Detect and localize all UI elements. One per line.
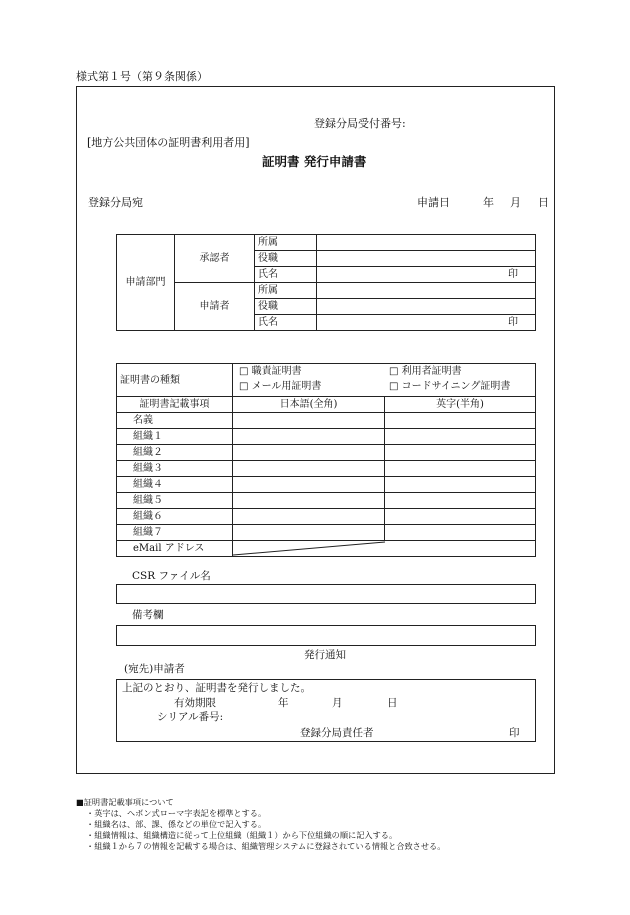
- page-title: 証明書 発行申請書: [262, 154, 367, 169]
- table-row: [117, 493, 536, 509]
- approver-seal: 印: [508, 269, 518, 280]
- reception-number-label: 登録分局受付番号:: [314, 117, 406, 130]
- csr-field[interactable]: [116, 584, 536, 604]
- header-japanese: 日本語(全角): [233, 397, 385, 413]
- option-mail-certificate[interactable]: □ メール用証明書: [239, 381, 322, 392]
- applicant-label: 申請者: [175, 283, 255, 331]
- row-label: 組織１: [117, 429, 233, 445]
- footnote-item: ・組織情報は、組織構造に従って上位組織（組織１）から下位組織の順に記入する。: [86, 830, 398, 840]
- footnote-item: ・英字は、ヘボン式ローマ字表記を標準とする。: [86, 808, 267, 818]
- row-label: 組織５: [117, 493, 233, 509]
- table-row: [117, 541, 536, 557]
- applicant-affiliation-label: 所属: [255, 283, 317, 299]
- validity-month: 月: [332, 697, 343, 709]
- applicant-position-field[interactable]: [317, 299, 536, 315]
- header-item: 証明書記載事項: [117, 397, 233, 413]
- row-label: 組織６: [117, 509, 233, 525]
- footnote-item: ・組織１から７の情報を記載する場合は、組織管理システムに登録されている情報と合致させる。: [86, 841, 446, 851]
- addressee: 登録分局宛: [88, 196, 143, 209]
- row-label: 組織７: [117, 525, 233, 541]
- approver-label: 承認者: [175, 235, 255, 283]
- japanese-field[interactable]: [233, 509, 385, 525]
- validity-label: 有効期限: [174, 697, 216, 709]
- csr-label: CSR ファイル名: [132, 570, 211, 582]
- english-field[interactable]: [385, 461, 536, 477]
- applicant-seal: 印: [508, 317, 518, 328]
- date-month: 月: [510, 196, 521, 209]
- japanese-field[interactable]: [233, 477, 385, 493]
- category-label: [地方公共団体の証明書利用者用]: [87, 136, 250, 149]
- form-id: 様式第１号（第９条関係）: [76, 70, 208, 83]
- date-year: 年: [483, 196, 494, 209]
- approver-position-label: 役職: [255, 251, 317, 267]
- validity-year: 年: [278, 697, 289, 709]
- certificate-type-options: [233, 364, 536, 397]
- approver-affiliation-label: 所属: [255, 235, 317, 251]
- officer-label: 登録分局責任者: [300, 727, 374, 739]
- english-field[interactable]: [385, 525, 536, 541]
- department-label: 申請部門: [117, 235, 175, 331]
- english-field[interactable]: [385, 477, 536, 493]
- table-row: [117, 445, 536, 461]
- english-field[interactable]: [385, 429, 536, 445]
- validity-day: 日: [387, 697, 398, 709]
- row-label: 名義: [117, 413, 233, 429]
- japanese-field[interactable]: [233, 461, 385, 477]
- footnote-item: ・組織名は、部、課、係などの単位で記入する。: [86, 819, 267, 829]
- email-diagonal: [233, 541, 535, 556]
- row-label: 組織３: [117, 461, 233, 477]
- notice-title: 発行通知: [304, 649, 346, 661]
- row-label: 組織４: [117, 477, 233, 493]
- notice-message: 上記のとおり、証明書を発行しました。: [122, 682, 311, 694]
- certificate-table: [116, 363, 536, 557]
- japanese-field[interactable]: [233, 445, 385, 461]
- applicant-name-field[interactable]: [317, 315, 536, 331]
- option-user-certificate[interactable]: □ 利用者証明書: [389, 366, 462, 377]
- table-row: [117, 461, 536, 477]
- japanese-field[interactable]: [233, 525, 385, 541]
- row-label: eMail アドレス: [117, 541, 233, 557]
- remarks-label: 備考欄: [132, 609, 164, 621]
- officer-seal: 印: [509, 727, 520, 739]
- notice-to: (宛先)申請者: [124, 663, 185, 675]
- approver-name-label: 氏名: [255, 267, 317, 283]
- applicant-position-label: 役職: [255, 299, 317, 315]
- table-row: [117, 477, 536, 493]
- japanese-field[interactable]: [233, 493, 385, 509]
- english-field[interactable]: [385, 445, 536, 461]
- remarks-field[interactable]: [116, 625, 536, 646]
- option-code-signing-certificate[interactable]: □ コードサイニング証明書: [389, 381, 511, 392]
- row-label: 組織２: [117, 445, 233, 461]
- notice-box: [116, 679, 536, 742]
- date-day: 日: [538, 196, 549, 209]
- approver-position-field[interactable]: [317, 251, 536, 267]
- certificate-type-label: 証明書の種類: [117, 364, 233, 397]
- table-row: [117, 509, 536, 525]
- japanese-field[interactable]: [233, 429, 385, 445]
- footnote-heading: ■証明書記載事項について: [76, 797, 174, 807]
- email-field[interactable]: [233, 541, 536, 557]
- table-row: [117, 413, 536, 429]
- english-field[interactable]: [385, 493, 536, 509]
- option-duty-certificate[interactable]: □ 職責証明書: [239, 366, 302, 377]
- header-english: 英字(半角): [385, 397, 536, 413]
- serial-label: シリアル番号:: [157, 711, 224, 723]
- date-label: 申請日: [417, 196, 450, 209]
- applicant-name-label: 氏名: [255, 315, 317, 331]
- table-row: [117, 525, 536, 541]
- approver-name-field[interactable]: [317, 267, 536, 283]
- japanese-field[interactable]: [233, 413, 385, 429]
- english-field[interactable]: [385, 509, 536, 525]
- approver-affiliation-field[interactable]: [317, 235, 536, 251]
- english-field[interactable]: [385, 413, 536, 429]
- applicant-affiliation-field[interactable]: [317, 283, 536, 299]
- department-table: [116, 234, 536, 331]
- table-row: [117, 429, 536, 445]
